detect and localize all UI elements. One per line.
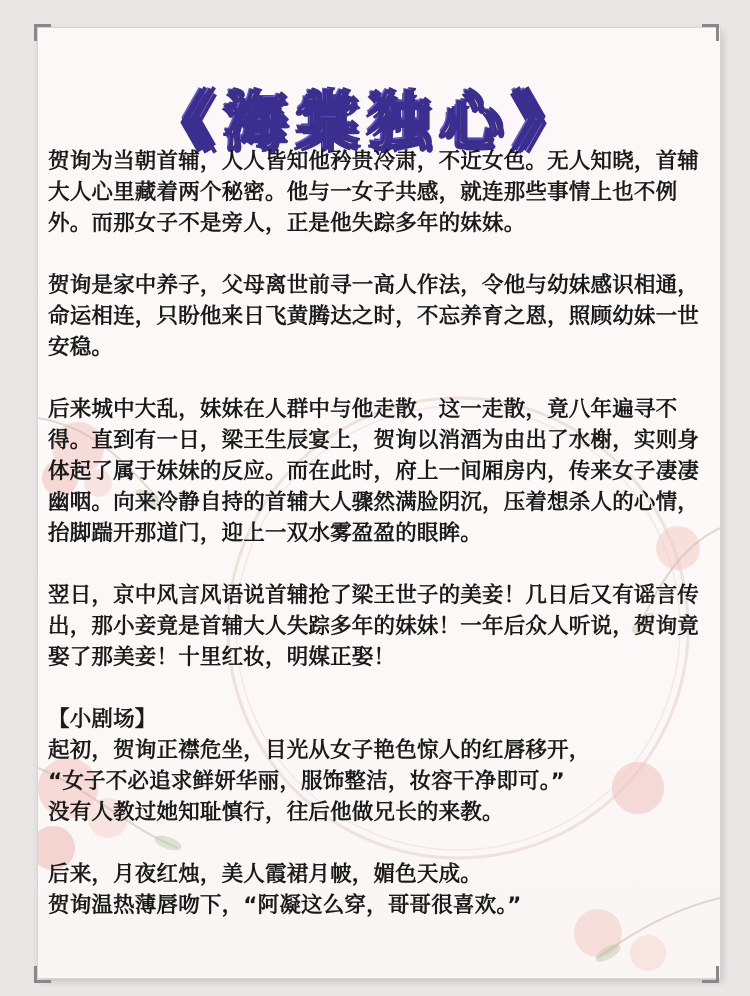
page-title: 《海棠独心》: [151, 85, 584, 158]
frame-corner-bottom-left: [34, 966, 51, 983]
synopsis-paragraph-4: 翌日，京中风言风语说首辅抢了梁王世子的美妾！几日后又有谣言传出，那小妾竟是首辅大人失踪多年的妹妹！一年后众人听说，贺询竟娶了那美妾！十里红妆，明媒正娶！: [48, 583, 700, 670]
synopsis-content: [48, 146, 708, 921]
synopsis-paragraph-1: 贺询为当朝首辅，人人皆知他矜贵冷肃，不近女色。无人知晓，首辅大人心里藏着两个秘密。他与一女子共感，就连那些事情上也不例外。而那女子不是旁人，正是他失踪多年的妹妹。: [48, 149, 700, 236]
frame-corner-top-left: [34, 24, 51, 41]
synopsis-paragraph-2: 贺询是家中养子，父母离世前寻一高人作法，令他与幼妹感识相通，命运相连，只盼他来日飞黄腾达之时，不忘养育之恩，照顾幼妹一世安稳。: [48, 273, 700, 360]
theater-line-5: 贺询温热薄唇吻下，“阿凝这么穿，哥哥很喜欢。”: [48, 893, 522, 918]
theater-line-3: 没有人教过她知耻慎行，往后他做兄长的来教。: [48, 800, 504, 825]
theater-line-4: 后来，月夜红烛，美人霞裙月帔，媚色天成。: [48, 862, 483, 887]
synopsis-paragraph-3: 后来城中大乱，妹妹在人群中与他走散，这一走散，竟八年遍寻不得。直到有一日，梁王生辰宴上，贺询以消酒为由出了水榭，实则身体起了属于妹妹的反应。而在此时，府上一间厢房内，传来女子凄凄幽咽。向来冷静自持的首辅大人骤然满脸阴沉，压着想杀人的心情，抬脚踹开那道门，迎上一双水雾盈盈的眼眸。: [48, 397, 700, 546]
theater-heading: 【小剧场】: [48, 707, 157, 732]
theater-line-2: “女子不必追求鲜妍华丽，服饰整洁，妆容干净即可。”: [48, 769, 566, 794]
frame-corner-top-right: [702, 24, 719, 41]
theater-line-1: 起初，贺询正襟危坐，目光从女子艳色惊人的红唇移开，: [48, 738, 591, 763]
frame-corner-bottom-right: [702, 966, 719, 983]
